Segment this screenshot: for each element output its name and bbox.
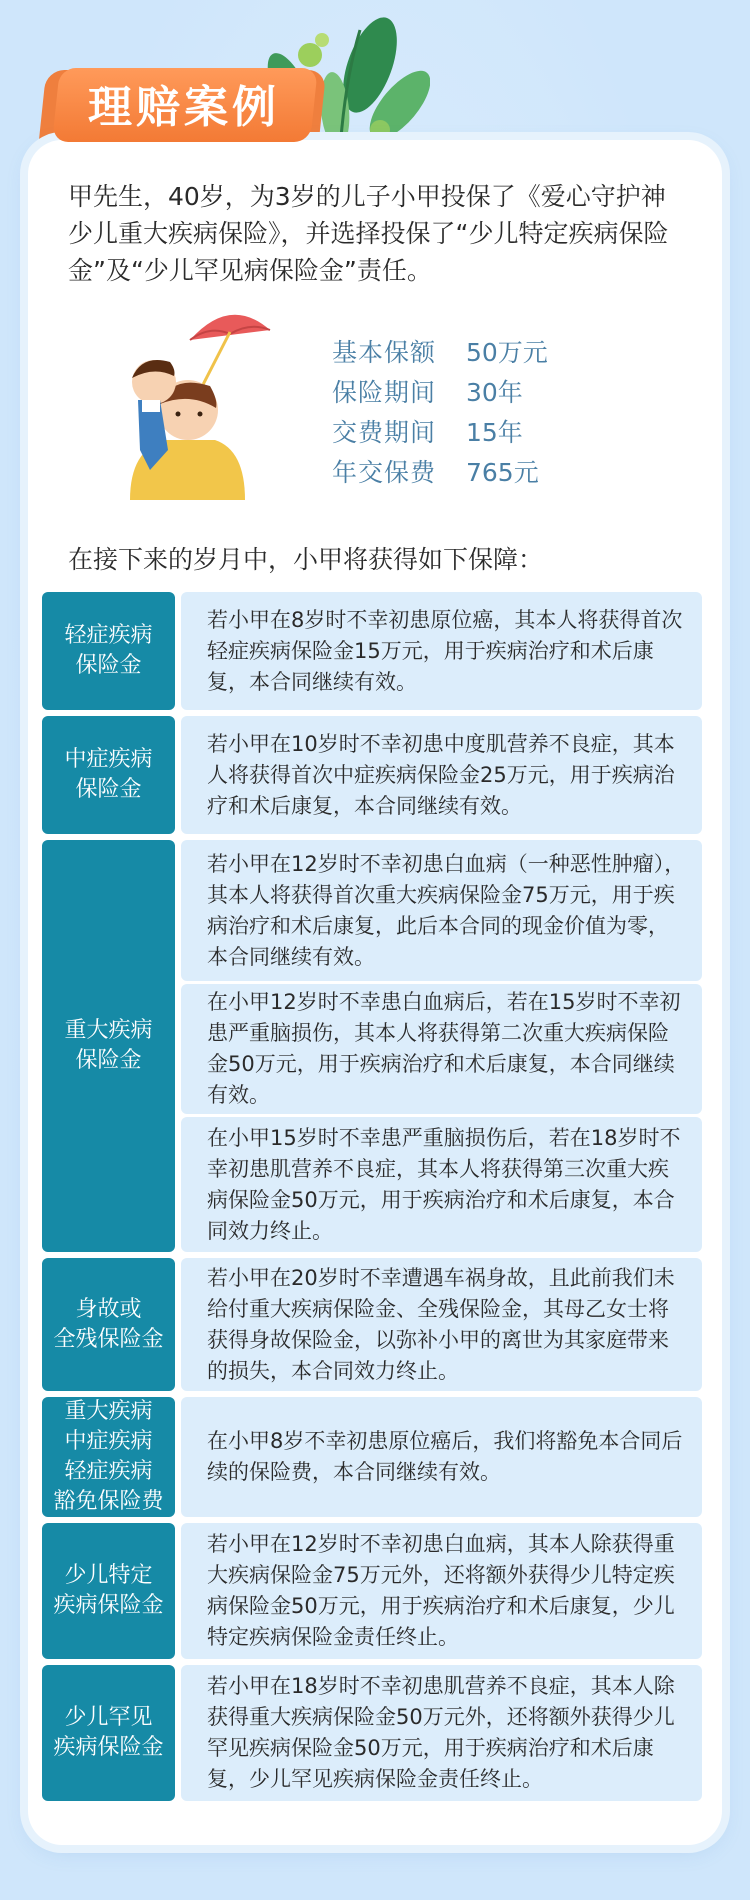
row-label-line: 保险金 [75,653,142,678]
intro-text: 甲先生，40岁，为3岁的儿子小甲投保了《爱心守护神少儿重大疾病保险》，并选择投保了“少儿特定疾病保险金”及“少儿罕见病保险金”责任。 [68,182,669,285]
info-key: 基本保额 [332,338,437,367]
table-cell: 若小甲在8岁时不幸初患原位癌，其本人将获得首次轻症疾病保险金15万元，用于疾病治疗和术后康复，本合同继续有效。 [181,592,702,710]
table-row [42,1397,702,1517]
row-cells [181,840,702,1252]
row-cells [181,592,702,710]
table-row [42,1523,702,1659]
page-title: 理赔案例 [88,82,280,133]
info-row-sum-insured [332,333,632,373]
info-key: 交费期间 [332,418,437,447]
row-label-line: 保险金 [75,777,142,802]
row-label-line: 豁免保险费 [53,1489,164,1514]
row-label-line: 疾病保险金 [53,1735,164,1760]
row-cells [181,1665,702,1801]
info-value: 50万元 [466,338,548,367]
benefits-table [42,592,702,1807]
row-cells [181,716,702,834]
row-label-line: 全残保险金 [53,1326,164,1352]
row-label [42,1397,175,1517]
info-value: 765元 [466,458,539,487]
family-umbrella-illustration [120,300,280,510]
row-cells [181,1397,702,1517]
row-label-line: 保险金 [75,1048,142,1073]
table-cell: 若小甲在20岁时不幸遭遇车祸身故，且此前我们未给付重大疾病保险金、全残保险金，其母乙女士将获得身故保险金，以弥补小甲的离世为其家庭带来的损失，本合同效力终止。 [181,1258,702,1391]
info-value: 30年 [466,378,523,407]
table-row [42,1258,702,1391]
row-label-line: 疾病保险金 [53,1593,164,1618]
row-label [42,592,175,710]
table-cell: 若小甲在12岁时不幸初患白血病，其本人除获得重大疾病保险金75万元外，还将额外获得少儿特定疾病保险金50万元，用于疾病治疗和术后康复，少儿特定疾病保险金责任终止。 [181,1523,702,1659]
row-label-line: 身故或 [75,1296,142,1322]
info-row-insurance-period [332,373,632,413]
lead-text: 在接下来的岁月中，小甲将获得如下保障： [68,545,544,574]
table-cell: 若小甲在10岁时不幸初患中度肌营养不良症，其本人将获得首次中症疾病保险金25万元，用于疾病治疗和术后康复，本合同继续有效。 [181,716,702,834]
row-label-line: 少儿罕见 [64,1705,153,1730]
info-value: 15年 [466,418,523,447]
row-label-line: 轻症疾病 [64,623,153,648]
info-row-annual-premium [332,453,632,493]
table-cell: 若小甲在18岁时不幸初患肌营养不良症，其本人除获得重大疾病保险金50万元外，还将额外获得少儿罕见疾病保险金50万元，用于疾病治疗和术后康复，少儿罕见疾病保险金责任终止。 [181,1665,702,1801]
row-cells [181,1258,702,1391]
row-label-line: 中症疾病 [64,1429,153,1454]
table-cell: 在小甲12岁时不幸患白血病后，若在15岁时不幸初患严重脑损伤，其本人将获得第二次重大疾病保险金50万元，用于疾病治疗和术后康复，本合同继续有效。 [181,984,702,1114]
table-row [42,592,702,710]
table-cell: 若小甲在12岁时不幸初患白血病（一种恶性肿瘤），其本人将获得首次重大疾病保险金75万元，用于疾病治疗和术后康复，此后本合同的现金价值为零，本合同继续有效。 [181,840,702,981]
row-label [42,1258,175,1391]
table-row [42,840,702,1252]
row-label-line: 重大疾病 [64,1399,153,1424]
row-label [42,1523,175,1659]
row-label-line: 中症疾病 [64,747,153,772]
info-key: 年交保费 [332,458,437,487]
table-row [42,1665,702,1801]
row-label [42,1665,175,1801]
table-cell: 在小甲8岁不幸初患原位癌后，我们将豁免本合同后续的保险费，本合同继续有效。 [181,1397,702,1517]
table-row [42,716,702,834]
info-row-payment-period [332,413,632,453]
row-label [42,840,175,1252]
row-label [42,716,175,834]
row-label-line: 少儿特定 [64,1563,153,1588]
row-cells [181,1523,702,1659]
row-label-line: 重大疾病 [64,1018,153,1043]
policy-info [332,333,632,493]
info-key: 保险期间 [332,378,437,407]
row-label-line: 轻症疾病 [64,1459,153,1484]
table-cell: 在小甲15岁时不幸患严重脑损伤后，若在18岁时不幸初患肌营养不良症，其本人将获得第三次重大疾病保险金50万元，用于疾病治疗和术后康复，本合同效力终止。 [181,1117,702,1252]
